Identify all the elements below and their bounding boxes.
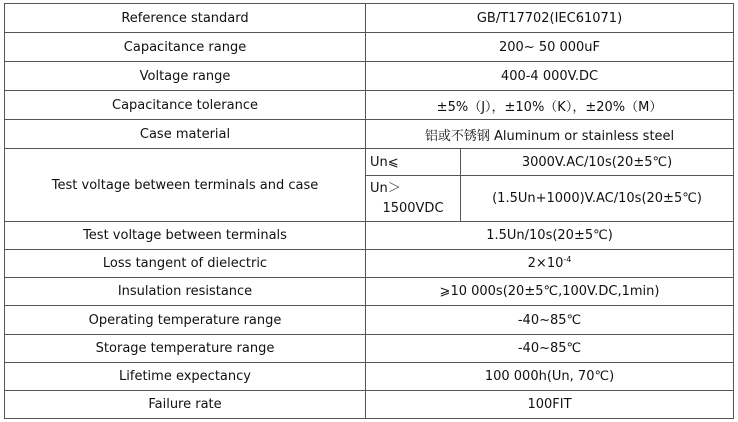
- value-cell: 100 000h(Un, 70℃): [366, 363, 734, 391]
- parameter-cell: Case material: [5, 120, 366, 149]
- table-row: [5, 120, 734, 149]
- parameter-cell: Capacitance tolerance: [5, 91, 366, 120]
- parameter-cell: Lifetime expectancy: [5, 363, 366, 391]
- value-cell: 400-4 000V.DC: [366, 62, 734, 91]
- parameter-cell: Capacitance range: [5, 33, 366, 62]
- table-row: [5, 222, 734, 250]
- value-cell: 200~ 50 000uF: [366, 33, 734, 62]
- table-row: [5, 250, 734, 278]
- value-cell: 3000V.AC/10s(20±5℃): [461, 149, 734, 176]
- table-row: [5, 149, 734, 176]
- value-cell: [366, 250, 734, 278]
- value-cell: ⩾10 000s(20±5℃,100V.DC,1min): [366, 278, 734, 306]
- parameter-cell: Insulation resistance: [5, 278, 366, 306]
- condition-cell: [366, 176, 461, 222]
- table-row: [5, 62, 734, 91]
- table-row: [5, 91, 734, 120]
- table-row: [5, 278, 734, 306]
- value-cell: -40~85℃: [366, 335, 734, 363]
- value-cell: -40~85℃: [366, 306, 734, 335]
- specification-table: [4, 3, 734, 419]
- table-row: [5, 4, 734, 33]
- table-row: [5, 391, 734, 419]
- parameter-cell: Failure rate: [5, 391, 366, 419]
- value-cell: (1.5Un+1000)V.AC/10s(20±5℃): [461, 176, 734, 222]
- table-row: [5, 33, 734, 62]
- table-row: [5, 363, 734, 391]
- parameter-cell: Test voltage between terminals: [5, 222, 366, 250]
- parameter-cell: Operating temperature range: [5, 306, 366, 335]
- condition-line: 1500VDC: [382, 200, 444, 216]
- value-base: 2×10: [527, 256, 564, 271]
- value-cell: 铝或不锈钢 Aluminum or stainless steel: [366, 120, 734, 149]
- value-cell: ±5%（J），±10%（K），±20%（M）: [366, 91, 734, 120]
- value-cell: GB/T17702(IEC61071): [366, 4, 734, 33]
- parameter-cell: Loss tangent of dielectric: [5, 250, 366, 278]
- value-cell: 1.5Un/10s(20±5℃): [366, 222, 734, 250]
- parameter-cell: Test voltage between terminals and case: [5, 149, 366, 222]
- parameter-cell: Reference standard: [5, 4, 366, 33]
- table-row: [5, 306, 734, 335]
- condition-line: Un＞: [370, 180, 401, 196]
- parameter-cell: Voltage range: [5, 62, 366, 91]
- table-row: [5, 335, 734, 363]
- parameter-cell: Storage temperature range: [5, 335, 366, 363]
- value-exponent: -4: [563, 255, 572, 264]
- condition-cell: Un⩽: [366, 149, 461, 176]
- value-cell: 100FIT: [366, 391, 734, 419]
